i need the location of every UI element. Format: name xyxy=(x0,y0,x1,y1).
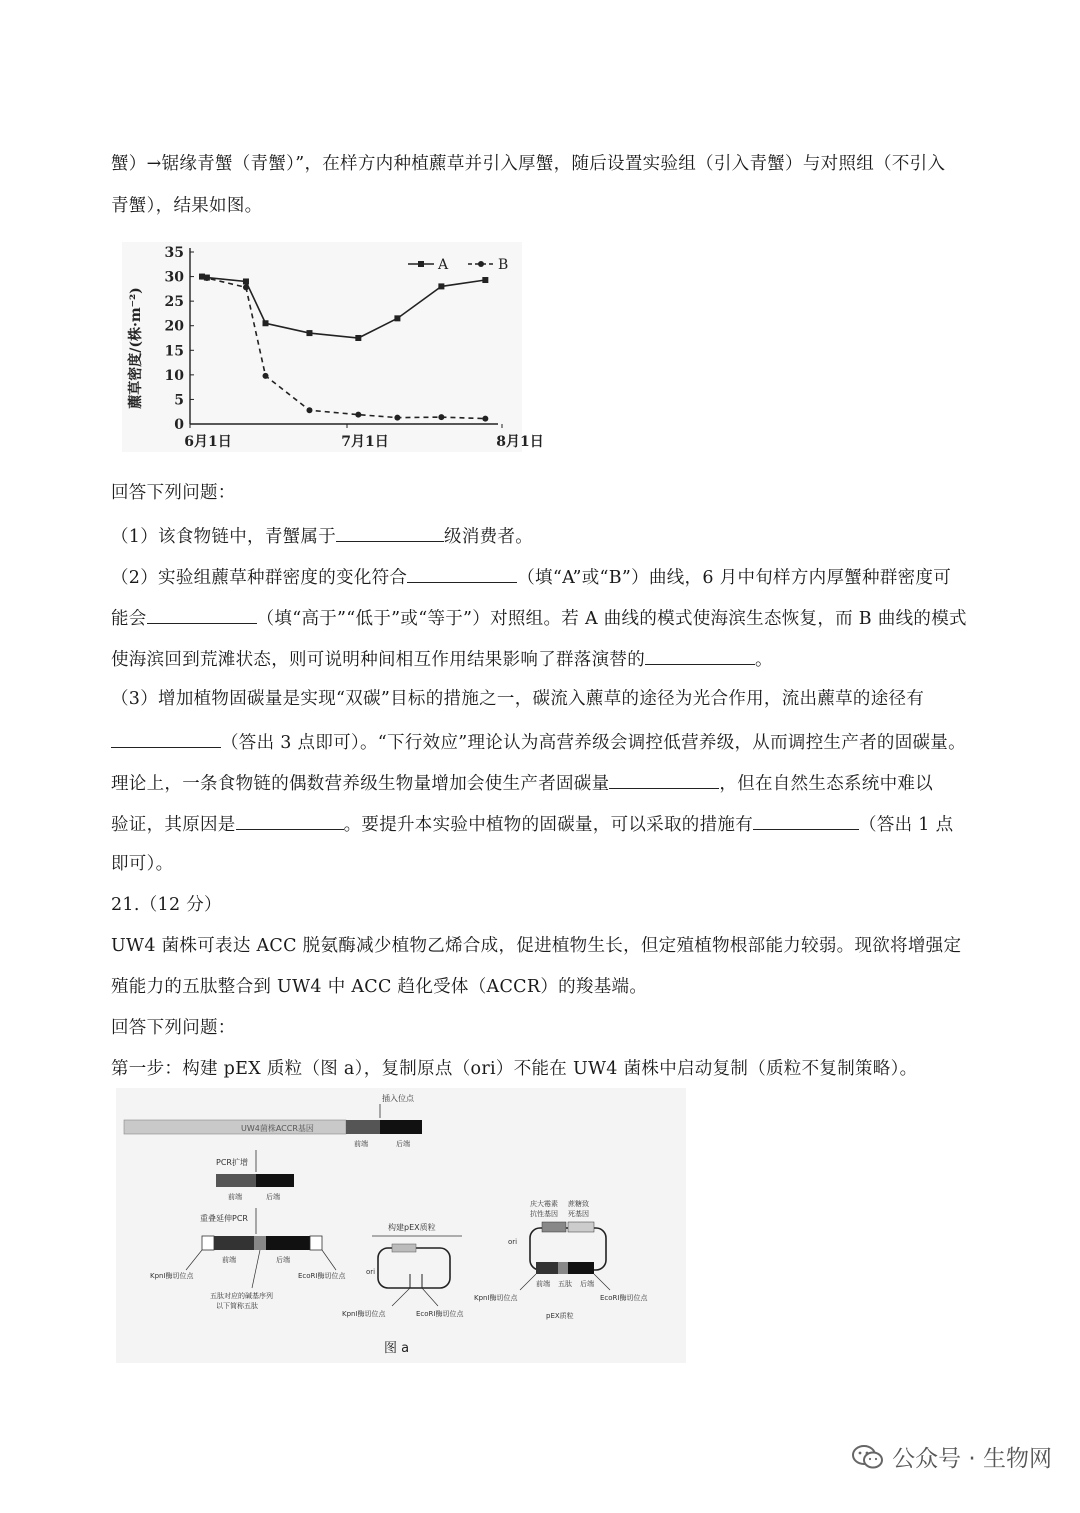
x-tick-label: 6月1日 xyxy=(184,434,232,450)
pcr-back xyxy=(256,1174,294,1187)
pentapeptide-segment xyxy=(254,1236,266,1250)
y-tick-label: 35 xyxy=(164,245,184,261)
footer-watermark xyxy=(852,1440,1052,1473)
back-label: 后端 xyxy=(396,1140,410,1148)
point-A xyxy=(355,335,361,341)
legend-label-A: A xyxy=(438,257,449,273)
figure-a xyxy=(116,1088,686,1363)
footer-text: 公众号 · 生物网 xyxy=(892,1446,1052,1472)
chart-ylabel: 藨草密度/(株·m⁻²) xyxy=(128,287,144,409)
q3-text: （答出 1 点 xyxy=(859,815,954,835)
overlap-back xyxy=(266,1236,310,1250)
question-2-line-3 xyxy=(111,646,773,672)
q3-text: 验证，其原因是 xyxy=(111,815,236,835)
ecor-label-2: EcoRⅠ酶切位点 xyxy=(416,1310,464,1318)
pentapeptide-note-2: 以下简称五肽 xyxy=(216,1302,258,1310)
back-label: 后端 xyxy=(266,1193,280,1201)
question-3-line-3 xyxy=(111,770,933,796)
answer-blank[interactable] xyxy=(407,564,517,583)
q2-text: 能会 xyxy=(111,609,147,629)
point-B xyxy=(394,415,400,421)
answer-blank[interactable] xyxy=(147,605,257,624)
answer-blank[interactable] xyxy=(111,729,221,748)
y-tick-label: 30 xyxy=(164,269,184,286)
back-segment xyxy=(380,1120,422,1134)
insert-site-label: 插入位点 xyxy=(382,1094,414,1103)
q3-text: 理论上，一条食物链的偶数营养级生物量增加会使生产者固碳量 xyxy=(111,774,610,794)
q2-text: （填“A”或“B”）曲线，6 月中旬样方内厚蟹种群密度可 xyxy=(517,568,952,588)
q3-text: ，但在自然生态系统中难以 xyxy=(719,774,934,794)
point-A xyxy=(438,283,444,289)
y-tick-label: 0 xyxy=(174,417,184,433)
figure-caption: 图 a xyxy=(384,1341,410,1356)
legend-label-B: B xyxy=(498,257,509,273)
point-B xyxy=(204,275,210,281)
point-B xyxy=(263,373,269,379)
answer-blank[interactable] xyxy=(753,811,859,830)
pentapeptide-note-1: 五肽对应的碱基序列 xyxy=(210,1292,273,1300)
overlap-front xyxy=(214,1236,254,1250)
ecor-label: EcoRⅠ酶切位点 xyxy=(298,1272,346,1280)
answer-blank[interactable] xyxy=(609,770,719,789)
sucrose-gene xyxy=(568,1222,594,1232)
pex-plasmid-label: pEX质粒 xyxy=(546,1312,574,1320)
front-label: 前端 xyxy=(354,1140,368,1148)
intro-line-1: 蟹）→锯缘青蟹（青蟹）”，在样方内种植藨草并引入厚蟹，随后设置实验组（引入青蟹）与对照组（不引入 xyxy=(111,154,946,174)
point-A xyxy=(263,320,269,326)
q21-step-1: 第一步：构建 pEX 质粒（图 a），复制原点（ori）不能在 UW4 菌株中启动复制（质粒不复制策略）。 xyxy=(111,1059,918,1079)
question-1 xyxy=(111,523,533,549)
point-A xyxy=(243,278,249,284)
question-1-text-b: 级消费者。 xyxy=(444,527,534,547)
back-label: 后端 xyxy=(276,1256,290,1264)
pex-pentapeptide-label: 五肽 xyxy=(558,1280,572,1288)
pex-front-label: 前端 xyxy=(536,1280,550,1288)
pex-pentapeptide xyxy=(558,1262,568,1274)
resistance-label-1: 庆大霉素 xyxy=(530,1200,558,1208)
intro-line-2: 青蟹），结果如图。 xyxy=(111,196,263,216)
wechat-icon xyxy=(852,1444,884,1470)
y-tick-label: 25 xyxy=(164,294,184,311)
point-B xyxy=(306,407,312,413)
pcr-label: PCR扩增 xyxy=(216,1158,248,1167)
plasmid-gene-block xyxy=(392,1244,416,1252)
point-B xyxy=(438,414,444,420)
answer-blank[interactable] xyxy=(336,523,444,542)
overlap-pcr-label: 重叠延伸PCR xyxy=(200,1214,248,1223)
resistance-gene xyxy=(542,1222,566,1232)
questions-heading: 回答下列问题： xyxy=(111,483,236,503)
q2-text: （2）实验组藨草种群密度的变化符合 xyxy=(111,568,408,588)
question-3-line-5: 即可）。 xyxy=(111,854,174,874)
q3-text: 。要提升本实验中植物的固碳量，可以采取的措施有 xyxy=(343,815,754,835)
y-tick-label: 10 xyxy=(164,367,184,384)
question-3-line-2 xyxy=(111,729,966,755)
point-A xyxy=(306,330,312,336)
q2-text: （填“高于”“低于”或“等于”）对照组。若 A 曲线的模式使海滨生态恢复，而 B 曲线的模式 xyxy=(256,609,967,629)
point-B xyxy=(243,284,249,290)
ori-label-2: ori xyxy=(508,1238,518,1246)
x-tick-label: 8月1日 xyxy=(496,434,544,450)
question-1-text-a: （1）该食物链中，青蟹属于 xyxy=(111,527,337,547)
gene-label: UW4菌株ACCR基因 xyxy=(241,1124,314,1133)
point-B xyxy=(482,416,488,422)
q2-text: 使海滨回到荒滩状态，则可说明种间相互作用结果影响了群落演替的 xyxy=(111,650,645,670)
y-tick-label: 20 xyxy=(164,318,184,335)
legend-marker-B xyxy=(478,261,484,267)
kpn-label-2: KpnⅠ酶切位点 xyxy=(342,1310,386,1318)
resistance-label-2: 抗性基因 xyxy=(530,1210,558,1218)
answer-blank[interactable] xyxy=(236,811,344,830)
q2-text: 。 xyxy=(755,650,773,670)
point-A xyxy=(394,315,400,321)
q21-heading: 回答下列问题： xyxy=(111,1018,236,1038)
pex-ecor-label: EcoRⅠ酶切位点 xyxy=(600,1294,648,1302)
question-2-line-2 xyxy=(111,605,967,631)
pex-front xyxy=(536,1262,558,1274)
front-label: 前端 xyxy=(228,1193,242,1201)
q21-line-1: UW4 菌株可表达 ACC 脱氨酶减少植物乙烯合成，促进植物生长，但定殖植物根部能力较弱。现欲将增强定 xyxy=(111,936,962,956)
kpn-end xyxy=(202,1236,214,1250)
q21-number: 21.（12 分） xyxy=(111,895,222,915)
pex-back xyxy=(568,1262,594,1274)
build-pex-label: 构建pEX质粒 xyxy=(388,1223,436,1232)
legend-marker-A xyxy=(418,261,424,267)
question-3-line-1: （3）增加植物固碳量是实现“双碳”目标的措施之一，碳流入藨草的途径为光合作用，流出藨草的途径有 xyxy=(111,689,925,709)
front-segment xyxy=(346,1120,380,1134)
ori-label: ori xyxy=(366,1268,376,1276)
q3-text: （答出 3 点即可）。“下行效应”理论认为高营养级会调控低营养级，从而调控生产者的固碳量。 xyxy=(221,733,966,753)
kpn-label: KpnⅠ酶切位点 xyxy=(150,1272,194,1280)
front-label: 前端 xyxy=(222,1256,236,1264)
x-tick-label: 7月1日 xyxy=(341,434,389,450)
y-tick-label: 15 xyxy=(164,343,184,360)
pex-back-label: 后端 xyxy=(580,1280,594,1288)
pex-kpn-label: KpnⅠ酶切位点 xyxy=(474,1294,518,1302)
question-3-line-4 xyxy=(111,811,953,837)
pcr-front xyxy=(216,1174,256,1187)
y-tick-label: 5 xyxy=(174,392,184,409)
density-chart xyxy=(118,238,544,456)
point-A xyxy=(482,277,488,283)
sucrose-label-1: 蔗糖致 xyxy=(568,1200,589,1208)
point-B xyxy=(355,412,361,418)
answer-blank[interactable] xyxy=(645,646,755,665)
q21-line-2: 殖能力的五肽整合到 UW4 中 ACC 趋化受体（ACCR）的羧基端。 xyxy=(111,977,648,997)
ecor-end xyxy=(310,1236,322,1250)
question-2-line-1 xyxy=(111,564,951,590)
sucrose-label-2: 死基因 xyxy=(568,1210,589,1218)
